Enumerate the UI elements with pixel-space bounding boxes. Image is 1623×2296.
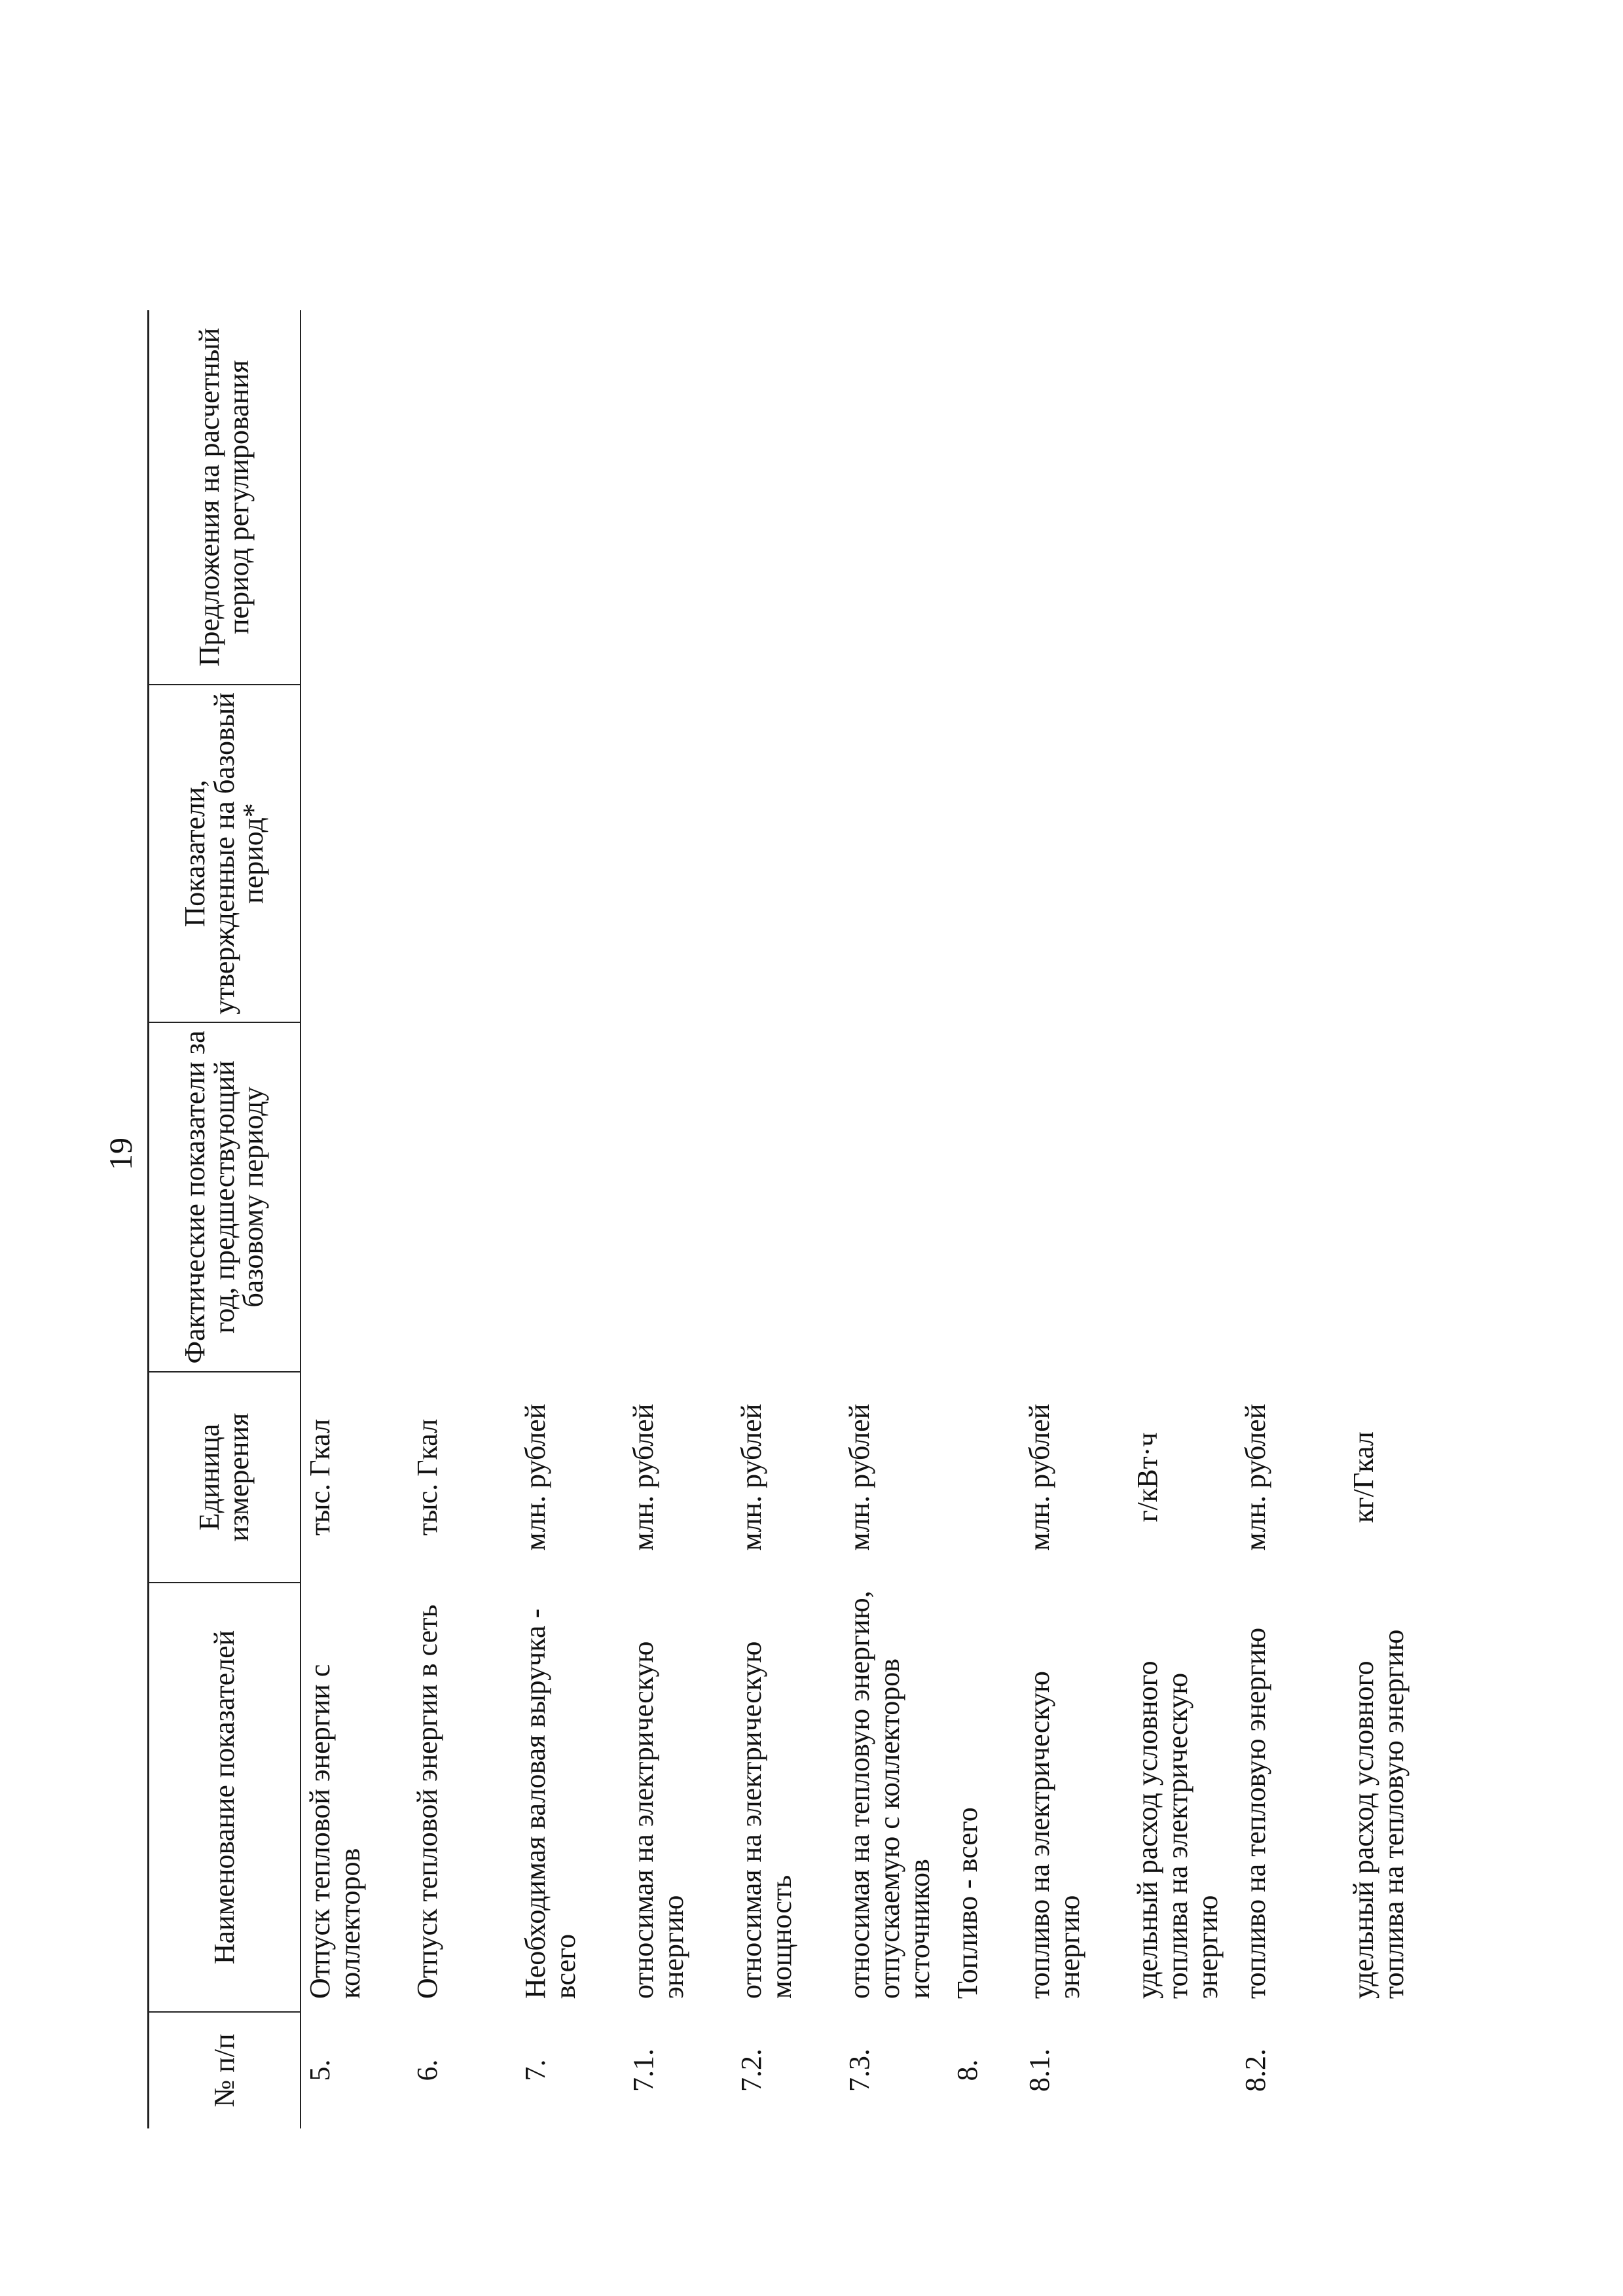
- row-name: относимая на электрическую энергию: [627, 1641, 690, 1999]
- row-proposals: [625, 310, 733, 685]
- table-row: [949, 310, 1021, 2128]
- row-proposals: [733, 310, 841, 685]
- table-row: [1129, 310, 1237, 2128]
- row-num: 7.2.: [735, 2049, 767, 2092]
- row-unit: млн. рублей: [1239, 1403, 1271, 1551]
- row-unit: млн. рублей: [843, 1403, 875, 1551]
- indicators-table: [147, 310, 1453, 2128]
- row-proposals: [1345, 310, 1453, 685]
- row-name: относимая на электрическую мощность: [735, 1641, 798, 1999]
- table-row: [409, 310, 517, 2128]
- row-num: [1345, 2012, 1453, 2128]
- row-actual: [1129, 1022, 1237, 1372]
- table-row: [625, 310, 733, 2128]
- row-approved: [949, 685, 1021, 1022]
- row-num: 7.1.: [627, 2049, 659, 2092]
- row-proposals: [301, 310, 409, 685]
- row-approved: [625, 685, 733, 1022]
- row-num: 8.1.: [1023, 2049, 1055, 2092]
- row-proposals: [517, 310, 625, 685]
- row-name: топливо на тепловую энергию: [1239, 1627, 1271, 1999]
- table-row: [301, 310, 409, 2128]
- row-unit: г/кВт·ч: [1131, 1432, 1163, 1522]
- row-unit: млн. рублей: [627, 1403, 659, 1551]
- row-unit: кг/Гкал: [1347, 1431, 1379, 1523]
- row-proposals: [1129, 310, 1237, 685]
- table-row: [841, 310, 949, 2128]
- row-name: Топливо - всего: [951, 1807, 983, 1999]
- row-actual: [733, 1022, 841, 1372]
- row-num: [1129, 2012, 1237, 2128]
- row-proposals: [409, 310, 517, 685]
- row-unit: млн. рублей: [519, 1403, 551, 1551]
- row-actual: [409, 1022, 517, 1372]
- row-proposals: [949, 310, 1021, 685]
- row-num: 6.: [411, 2059, 443, 2081]
- row-approved: [841, 685, 949, 1022]
- table-header-row: [149, 310, 301, 2128]
- row-name: топливо на электрическую энергию: [1023, 1671, 1086, 1999]
- row-actual: [625, 1022, 733, 1372]
- row-unit: [949, 1372, 1021, 1583]
- row-num: 7.: [519, 2059, 551, 2081]
- row-unit: тыс. Гкал: [304, 1418, 336, 1536]
- row-proposals: [1021, 310, 1129, 685]
- row-name: Необходимая валовая выручка - всего: [519, 1608, 582, 1999]
- table-row: [1021, 310, 1129, 2128]
- table-row: [517, 310, 625, 2128]
- header-unit: Единица измерения: [149, 1372, 301, 1583]
- row-unit: млн. рублей: [735, 1403, 767, 1551]
- row-unit: тыс. Гкал: [411, 1418, 443, 1536]
- row-approved: [1021, 685, 1129, 1022]
- header-name: Наименование показателей: [149, 1583, 301, 2012]
- row-num: 8.: [951, 2059, 983, 2081]
- page-number: 19: [102, 1138, 139, 1170]
- row-actual: [301, 1022, 409, 1372]
- row-actual: [517, 1022, 625, 1372]
- row-approved: [1129, 685, 1237, 1022]
- row-name: Отпуск тепловой энергии в сеть: [411, 1604, 443, 1999]
- row-approved: [517, 685, 625, 1022]
- row-proposals: [841, 310, 949, 685]
- header-num: № п/п: [149, 2012, 301, 2128]
- row-num: 7.3.: [843, 2049, 875, 2092]
- header-actual: Фактические показатели за год, предшествующий базовому периоду: [149, 1022, 301, 1372]
- header-approved: Показатели, утвержденные на базовый период*: [149, 685, 301, 1022]
- row-actual: [949, 1022, 1021, 1372]
- table-row: [1345, 310, 1453, 2128]
- row-approved: [1237, 685, 1345, 1022]
- row-approved: [1345, 685, 1453, 1022]
- row-name: Отпуск тепловой энергии с коллекторов: [304, 1664, 367, 1999]
- row-actual: [1021, 1022, 1129, 1372]
- row-num: 8.2.: [1239, 2049, 1271, 2092]
- table-row: [1237, 310, 1345, 2128]
- header-proposals: Предложения на расчетный период регулирования: [149, 310, 301, 685]
- row-num: 5.: [304, 2059, 336, 2081]
- row-unit: млн. рублей: [1023, 1403, 1055, 1551]
- row-approved: [409, 685, 517, 1022]
- row-name: удельный расход условного топлива на тепловую энергию: [1347, 1629, 1410, 1999]
- row-approved: [301, 685, 409, 1022]
- table-row: [733, 310, 841, 2128]
- row-name: относимая на тепловую энергию, отпускаемую с коллекторов источников: [843, 1590, 936, 1999]
- row-actual: [841, 1022, 949, 1372]
- row-actual: [1237, 1022, 1345, 1372]
- row-proposals: [1237, 310, 1345, 685]
- row-actual: [1345, 1022, 1453, 1372]
- row-approved: [733, 685, 841, 1022]
- row-name: удельный расход условного топлива на электрическую энергию: [1131, 1660, 1224, 1999]
